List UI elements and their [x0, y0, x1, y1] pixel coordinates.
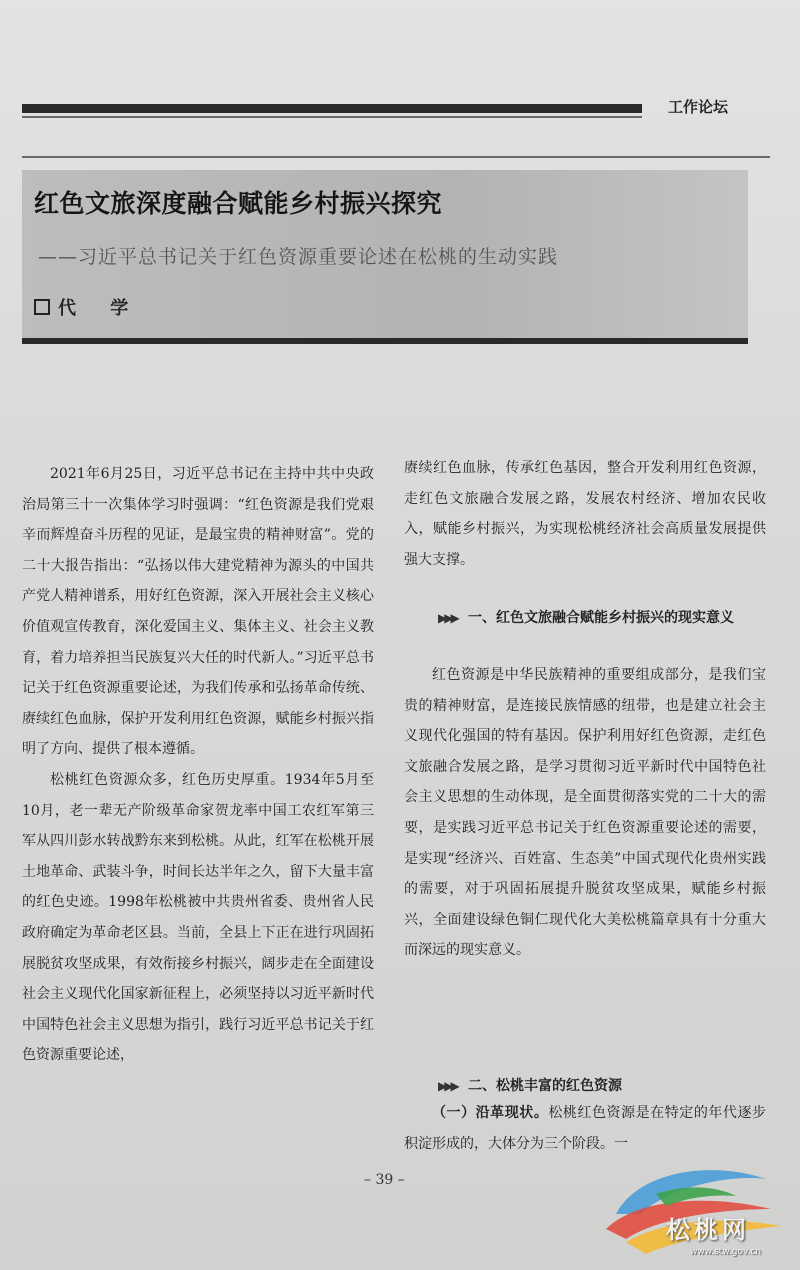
- left-column: [22, 459, 374, 1071]
- right-paragraph-1: 红色资源是中华民族精神的重要组成部分，是我们宝贵的精神财富，是连接民族情感的纽带，也是建立社会主义现代化强国的特有基因。保护利用好红色资源，走红色文旅融合发展之路，是学习贯彻习近平新时代中国特色社会主义思想的生动体现，是全面贯彻落实党的二十大的需要，是实践习近平总书记关于红色资源重要论述的需要，是实现“经济兴、百姓富、生态美”中国式现代化贵州实践的需要，对于巩固拓展提升脱贫攻坚成果，赋能乡村振兴，全面建设绿色铜仁现代化大美松桃篇章具有十分重大而深远的现实意义。: [404, 667, 766, 959]
- author-line: [34, 294, 142, 320]
- right-paragraph-2: [404, 1098, 766, 1159]
- section-heading-1: [404, 604, 766, 632]
- title-bottom-rule: [22, 338, 748, 344]
- header-rule-thin: [22, 116, 642, 118]
- heading-arrow-icon: ▶▶▶: [438, 1079, 457, 1093]
- paragraph-2-text: 松桃红色资源是在特定的年代逐步积淀形成的，大体分为三个阶段。一: [404, 1105, 767, 1152]
- section-heading-2: [404, 1072, 766, 1100]
- author-box-icon: [34, 299, 50, 315]
- right-continuation: [404, 453, 766, 575]
- title-top-rule: [22, 156, 770, 158]
- left-paragraph-1: 2021年6月25日，习近平总书记在主持中共中央政治局第三十一次集体学习时强调：“红色资源是我们党艰辛而辉煌奋斗历程的见证，是最宝贵的精神财富”。党的二十大报告指出：“弘扬以伟大建党精神为源头的中国共产党人精神谱系，用好红色资源，深入开展社会主义核心价值观宣传教育，深化爱国主义、集体主义、社会主义教育，着力培养担当民族复兴大任的时代新人。”习近平总书记关于红色资源重要论述，为我们传承和弘扬革命传统、赓续红色血脉，保护开发利用红色资源，赋能乡村振兴指明了方向、提供了根本遵循。: [22, 466, 374, 758]
- heading-arrow-icon: ▶▶▶: [438, 611, 457, 625]
- paragraph-2-label: （一）沿革现状。: [432, 1105, 549, 1121]
- section-label: 工作论坛: [668, 98, 729, 116]
- right-paragraph-block: [404, 660, 766, 966]
- header-rule: [22, 104, 642, 113]
- article-title: 红色文旅深度融合赋能乡村振兴探究: [34, 189, 443, 218]
- article-subtitle: ——习近平总书记关于红色资源重要论述在松桃的生动实践: [38, 246, 559, 268]
- page-number: – 39 –: [364, 1172, 405, 1188]
- left-paragraph-2: 松桃红色资源众多，红色历史厚重。1934年5月至10月，老一辈无产阶级革命家贺龙率中国工农红军第三军从四川彭水转战黔东来到松桃。从此，红军在松桃开展土地革命、武装斗争，时间长达半年之久，留下大量丰富的红色史迹。1998年松桃被中共贵州省委、贵州省人民政府确定为革命老区县。当前，全县上下正在进行巩固拓展脱贫攻坚成果，有效衔接乡村振兴，阔步走在全面建设社会主义现代化国家新征程上，必须坚持以习近平新时代中国特色社会主义思想为指引，践行习近平总书记关于红色资源重要论述，: [22, 771, 374, 1064]
- heading-1-text: 一、红色文旅融合赋能乡村振兴的现实意义: [468, 610, 734, 626]
- right-paragraph-continuation: 赓续红色血脉，传承红色基因，整合开发利用红色资源，走红色文旅融合发展之路，发展农村经济、增加农民收入，赋能乡村振兴，为实现松桃经济社会高质量发展提供强大支撑。: [404, 460, 766, 568]
- heading-2-text: 二、松桃丰富的红色资源: [468, 1078, 622, 1094]
- watermark-name: 松桃网: [666, 1216, 750, 1244]
- right-paragraph-2-block: [404, 1098, 766, 1159]
- author-name: 代 学: [58, 298, 143, 319]
- watermark-url: www.stw.gov.cn: [690, 1247, 762, 1257]
